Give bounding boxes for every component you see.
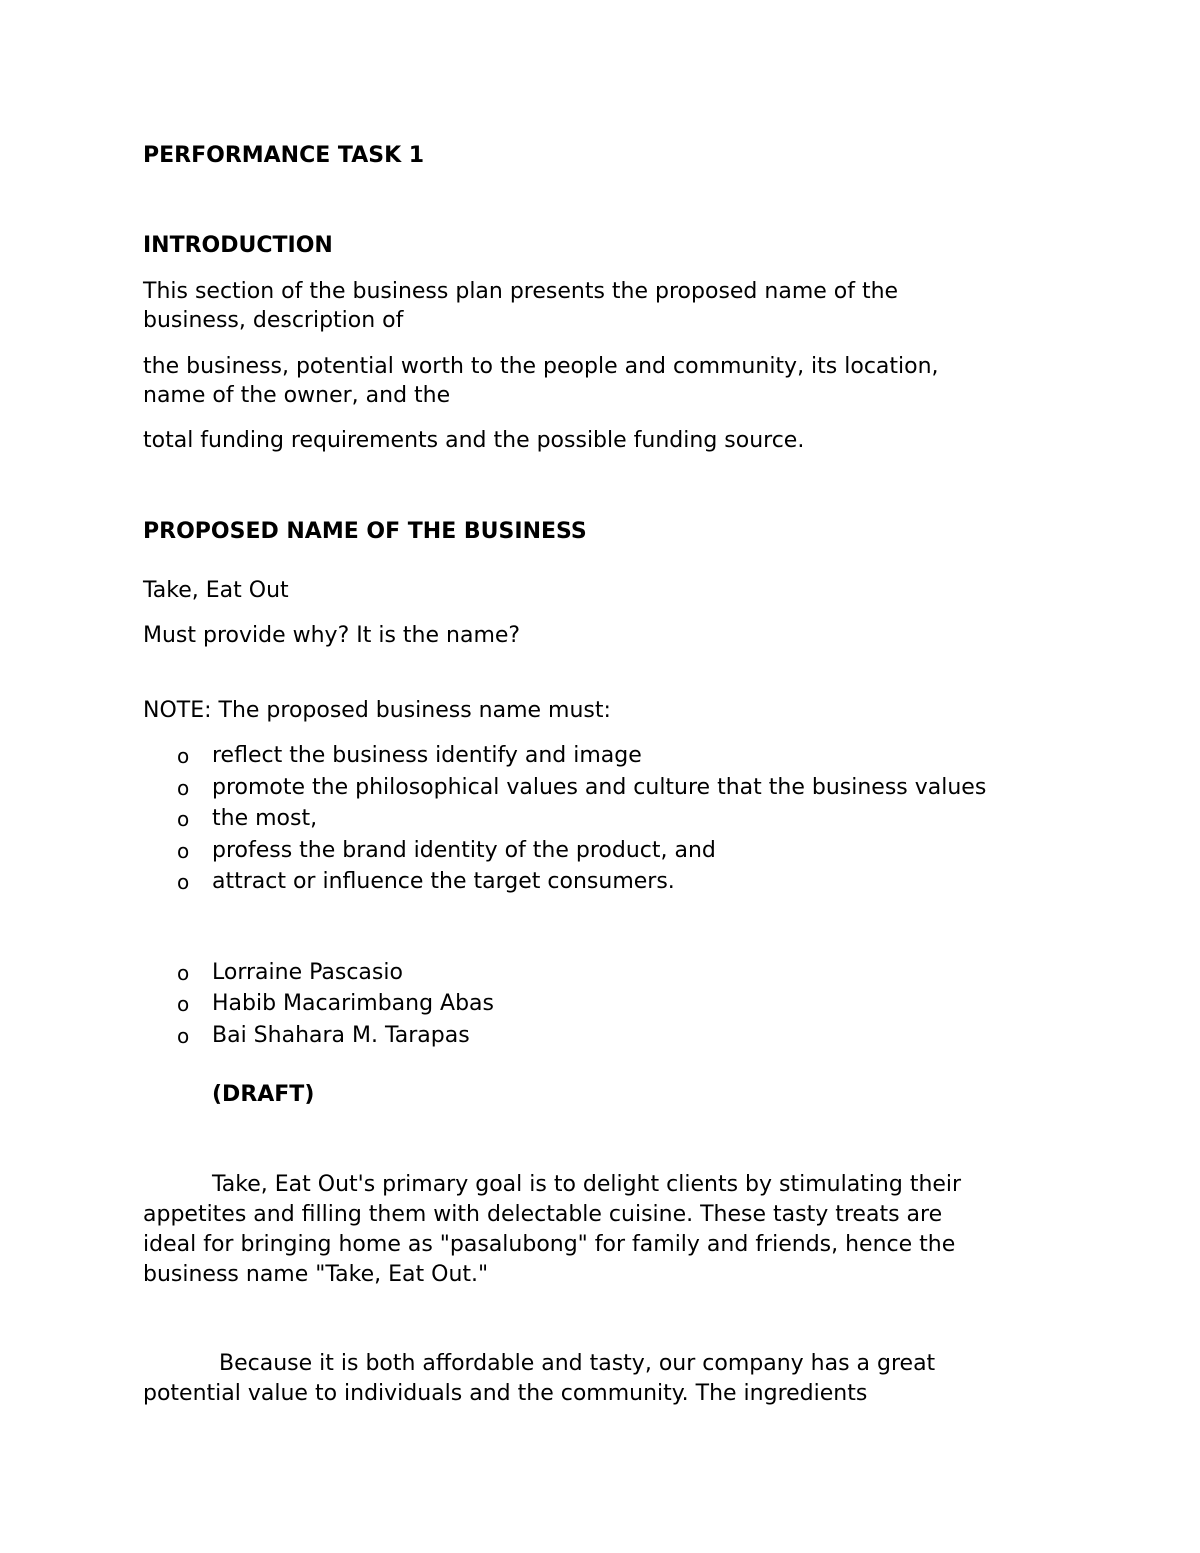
list-item: profess the brand identity of the product, and	[212, 838, 716, 863]
draft-label: (DRAFT)	[212, 1082, 315, 1107]
introduction-heading: INTRODUCTION	[143, 233, 333, 258]
list-item: promote the philosophical values and culture that the business values	[212, 775, 987, 800]
paragraph-line: potential value to individuals and the community. The ingredients	[143, 1381, 868, 1406]
member-name: Habib Macarimbang Abas	[212, 991, 494, 1016]
bullet-icon: o	[177, 1024, 190, 1048]
list-item: the most,	[212, 806, 318, 831]
document-title: PERFORMANCE TASK 1	[143, 143, 425, 168]
member-name: Bai Shahara M. Tarapas	[212, 1023, 470, 1048]
proposed-name-heading: PROPOSED NAME OF THE BUSINESS	[143, 519, 587, 544]
paragraph-line: ideal for bringing home as "pasalubong" for family and friends, hence the	[143, 1232, 956, 1257]
business-name: Take, Eat Out	[143, 578, 289, 603]
bullet-icon: o	[177, 807, 190, 831]
paragraph-line: appetites and filling them with delectable cuisine. These tasty treats are	[143, 1202, 943, 1227]
paragraph-line: Take, Eat Out's primary goal is to delight clients by stimulating their	[212, 1172, 962, 1197]
bullet-icon: o	[177, 839, 190, 863]
bullet-icon: o	[177, 744, 190, 768]
paragraph-line: business name "Take, Eat Out."	[143, 1262, 489, 1287]
intro-line: business, description of	[143, 308, 404, 333]
intro-line: name of the owner, and the	[143, 383, 451, 408]
bullet-icon: o	[177, 776, 190, 800]
member-name: Lorraine Pascasio	[212, 960, 403, 985]
intro-line: total funding requirements and the possible funding source.	[143, 428, 805, 453]
bullet-icon: o	[177, 961, 190, 985]
list-item: attract or influence the target consumers.	[212, 869, 675, 894]
paragraph-line: Because it is both affordable and tasty, our company has a great	[219, 1351, 936, 1376]
intro-line: the business, potential worth to the people and community, its location,	[143, 354, 939, 379]
bullet-icon: o	[177, 870, 190, 894]
intro-line: This section of the business plan presents the proposed name of the	[143, 279, 899, 304]
note-text: NOTE: The proposed business name must:	[143, 698, 611, 723]
bullet-icon: o	[177, 992, 190, 1016]
must-provide-note: Must provide why? It is the name?	[143, 623, 521, 648]
list-item: reflect the business identify and image	[212, 743, 642, 768]
